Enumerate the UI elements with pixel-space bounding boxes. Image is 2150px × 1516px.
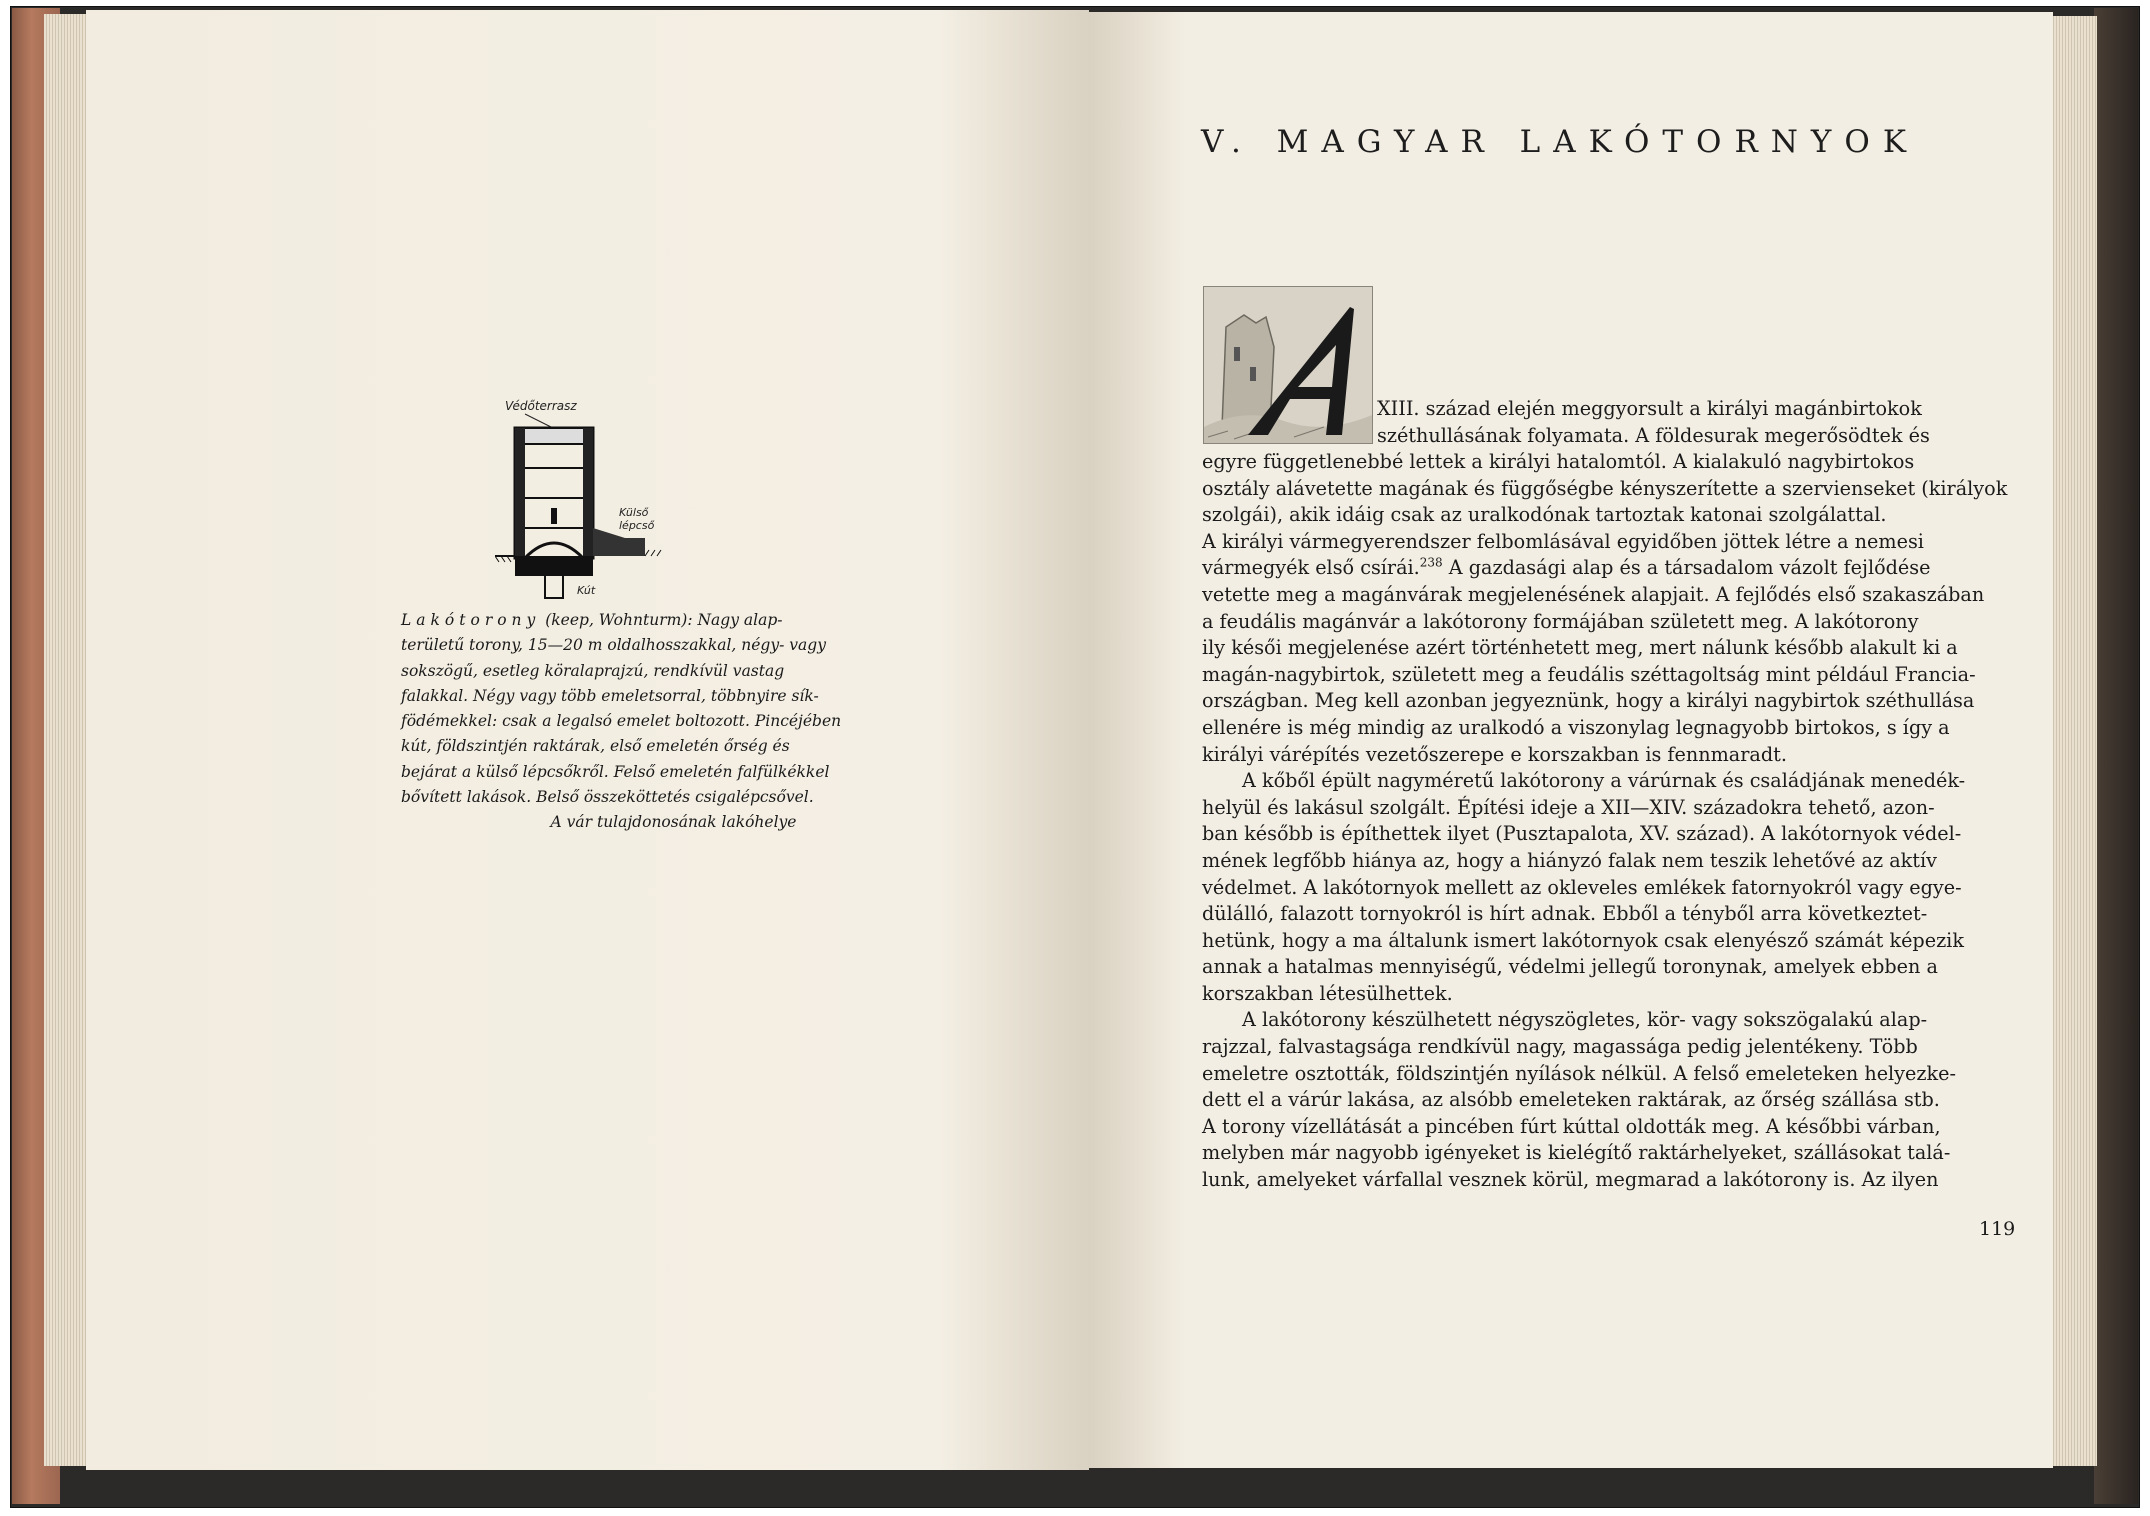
caption-line: bejárat a külső lépcsőkről. Felső emeletén falfülkékkel: [401, 762, 830, 781]
caption-line: Lakótorony (keep, Wohnturm): Nagy alap-: [401, 611, 783, 629]
caption-line: területű torony, 15—20 m oldalhosszakkal, négy- vagy: [401, 636, 826, 655]
text-line: ellenére is még mindig az uralkodó a viszonylag legnagyobb birtokos, s így a: [1202, 715, 1950, 739]
caption-line: bővített lakások. Belső összeköttetés csigalépcsővel.: [401, 788, 814, 807]
caption-term: Lakótorony: [401, 611, 541, 629]
text-line: XIII. század elején meggyorsult a királyi magánbirtokok: [1377, 397, 1922, 420]
text-line: rajzzal, falvastagsága rendkívül nagy, magassága pedig jelentékeny. Több: [1202, 1035, 1918, 1059]
footnote-ref: 238: [1419, 555, 1443, 570]
text-line: mének legfőbb hiánya az, hogy a hiányzó falak nem teszik lehetővé az aktív: [1202, 848, 1937, 872]
text-line: egyre függetlenebbé lettek a királyi hatalomtól. A kialakuló nagybirtokos: [1202, 450, 1915, 473]
text-line: védelmet. A lakótornyok mellett az okleveles emlékek fatornyokról vagy egye-: [1202, 875, 1962, 899]
left-page: [86, 10, 1089, 1470]
figure-label-side-1: Külső: [619, 506, 649, 519]
page-number: 119: [1979, 1218, 2016, 1240]
text-line: emeletre osztották, földszintjén nyílások nélkül. A felső emeleteken helyezke-: [1202, 1061, 1956, 1085]
caption-line: sokszögű, esetleg köralaprajzú, rendkívül vastag: [401, 661, 785, 680]
text-line: szolgái), akik idáig csak az uralkodónak tartoztak katonai szolgálattal.: [1202, 503, 1887, 527]
chapter-title: V. MAGYAR LAKÓTORNYOK: [1201, 124, 1919, 160]
text-line: hetünk, hogy a ma általunk ismert lakótornyok csak elenyésző számát képezik: [1202, 928, 1964, 952]
book-cover-right: [2094, 8, 2138, 1504]
text-line: széthullásának folyamata. A földesurak megerősödtek és: [1377, 423, 1930, 447]
page-edges-left: [44, 14, 89, 1466]
first-paragraph-opening: [1377, 396, 2045, 449]
text-line: dülálló, falazott tornyokról is hírt adnak. Ebből a tényből arra következtet-: [1202, 902, 1928, 926]
text-line: lunk, amelyeket várfallal vesznek körül, megmarad a lakótorony is. Az ilyen: [1202, 1168, 1939, 1192]
text-line: A kőből épült nagyméretű lakótorony a várúrnak és családjának menedék-: [1242, 769, 1966, 793]
text-line: A királyi vármegyerendszer felbomlásával egyidőben jöttek létre a nemesi: [1202, 529, 1924, 553]
text-line: melyben már nagyobb igényeket is kielégítő raktárhelyeket, szállásokat talá-: [1202, 1141, 1951, 1165]
text-line: országban. Meg kell azonban jegyeznünk, hogy a királyi nagybirtok széthullása: [1202, 689, 1975, 713]
decorated-initial: [1203, 286, 1373, 444]
figure-label-side-2: lépcső: [619, 519, 655, 532]
text-line: dett el a várúr lakása, az alsóbb emeleteken raktárak, az őrség szállása stb.: [1202, 1088, 1940, 1112]
caption-line: födémekkel: csak a legalsó emelet boltozott. Pincéjében: [401, 712, 842, 731]
text-line: osztály alávetette magának és függőségbe kényszerítette a szervienseket (királyok: [1202, 476, 2008, 500]
figure-caption: [401, 608, 946, 836]
right-page: [1089, 12, 2053, 1468]
caption-line: kút, földszintjén raktárak, első emeletén őrség és: [401, 737, 790, 756]
figure-label-top: Védőterrasz: [505, 399, 577, 413]
text-line: annak a hatalmas mennyiségű, védelmi jellegű toronynak, amelyek ebben a: [1202, 955, 1938, 979]
text-line: vármegyék első csírái.$^{238}$ A gazdasági alap és a társadalom vázolt fejlődése: [1202, 555, 1931, 580]
text-line: ily késői megjelenése azért történhetett meg, mert nálunk később alakult ki a: [1202, 636, 1958, 660]
caption-last-line: A vár tulajdonosának lakóhelye: [550, 813, 797, 832]
text-line: a feudális magánvár a lakótorony formájában született meg. A lakótorony: [1202, 609, 1919, 633]
text-line: királyi várépítés vezetőszerepe e korszakban is fennmaradt.: [1202, 742, 1787, 766]
text-line: magán-nagybirtok, született meg a feudális széttagoltság mint például Francia-: [1202, 662, 1976, 686]
text-line: A torony vízellátását a pincében fúrt kúttal oldották meg. A későbbi várban,: [1202, 1114, 1941, 1138]
text-line: helyül és lakásul szolgált. Építési ideje a XII—XIV. századokra tehető, azon-: [1202, 795, 1935, 819]
caption-line: falakkal. Négy vagy több emeletsorral, többnyire sík-: [401, 686, 819, 705]
tower-section-figure: [495, 388, 795, 600]
text-line: ban később is építhettek ilyet (Pusztapalota, XV. század). A lakótornyok védel-: [1202, 822, 1962, 846]
text-line: korszakban létesülhettek.: [1202, 981, 1453, 1005]
body-text: [1202, 449, 2045, 1194]
text-line: vetette meg a magánvárak megjelenésének alapjait. A fejlődés első szakaszában: [1202, 582, 1985, 606]
page-edges-right: [2052, 16, 2097, 1466]
figure-label-bottom: Kút: [577, 584, 596, 597]
text-line: A lakótorony készülhetett négyszögletes, kör- vagy sokszögalakú alap-: [1242, 1008, 1928, 1032]
